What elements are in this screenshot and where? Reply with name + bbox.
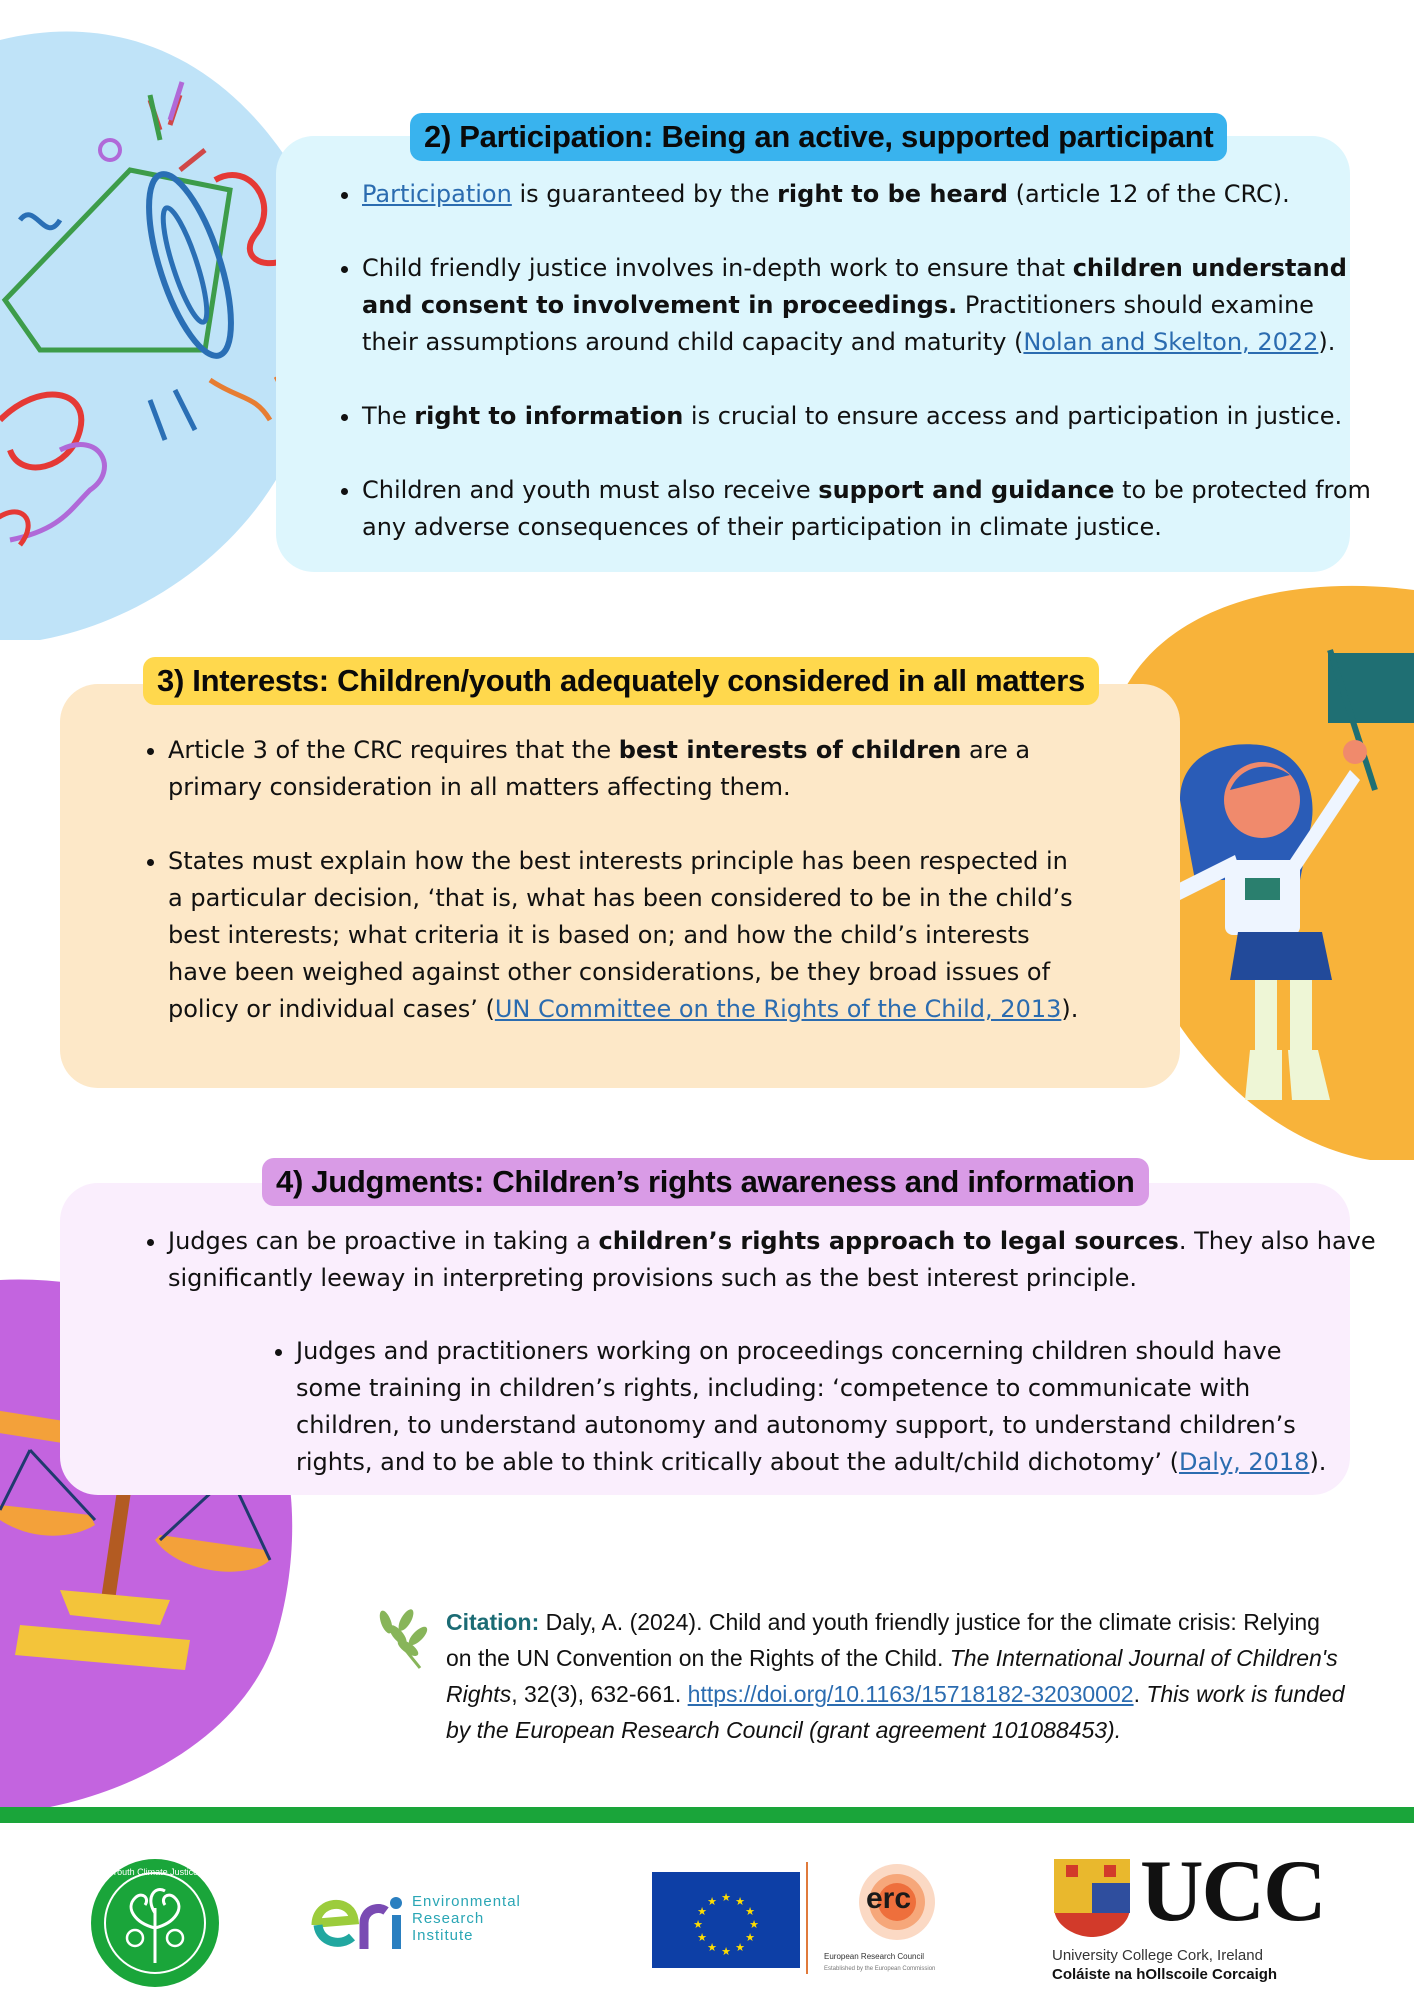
daly-2018-link[interactable]: Daly, 2018 <box>1179 1448 1310 1476</box>
nolan-skelton-link[interactable]: Nolan and Skelton, 2022 <box>1023 328 1319 356</box>
un-committee-link[interactable]: UN Committee on the Rights of the Child, 2013 <box>494 995 1062 1023</box>
svg-text:★: ★ <box>721 1945 731 1958</box>
ucc-crest-icon <box>1052 1857 1132 1939</box>
participation-bullet-2: • Child friendly justice involves in-depth work to ensure that children understand and consent to involvement in proceedings. Practitioners should examine their assumptions around child capacity and maturity (Nolan and Skelton, 2022). <box>362 250 1372 361</box>
interests-bullet-2: • States must explain how the best interests principle has been respected in a particular decision, ‘that is, what has been considered to be in the child’s best interests; what criteria it is based on; and how the child’s interests have been weighed against other considerations, be they broad issues of policy or individual cases’ (UN Committee on the Rights of the Child, 2013). <box>168 843 1084 1028</box>
svg-text:★: ★ <box>745 1931 755 1944</box>
erc-abbr: erc <box>866 1882 912 1915</box>
erc-line-2: Established by the European Commission <box>824 1966 936 1972</box>
participation-link[interactable]: Participation <box>362 180 512 208</box>
ucc-line-2: Coláiste na hOllscoile Corcaigh <box>1052 1966 1278 1983</box>
ucc-logo <box>1050 1843 1350 1985</box>
funding-note: This work is funded by the European Research Council (grant agreement 101088453). <box>446 1681 1345 1743</box>
svg-text:★: ★ <box>697 1905 707 1918</box>
youth-climate-justice-logo <box>80 1853 230 1988</box>
participation-bullet-4: • Children and youth must also receive support and guidance to be protected from any adverse consequences of their participation in climate justice. <box>362 472 1372 546</box>
participation-bullet-1: • Participation is guaranteed by the right to be heard (article 12 of the CRC). <box>362 176 1372 213</box>
citation-block: Citation: Daly, A. (2024). Child and youth friendly justice for the climate crisis: Relying on the UN Convention on the Rights of the Child. The International Journal of Children's Rights, 32(3), 632-661. https://doi.org/10.1163/15718182-32030002. This work is funded by the European Research Council (grant agreement 101088453). <box>446 1609 1345 1743</box>
eri-logo <box>306 1885 566 1955</box>
svg-text:★: ★ <box>735 1941 745 1954</box>
interests-bullet-1: • Article 3 of the CRC requires that the best interests of children are a primary consideration in all matters affecting them. <box>168 732 1084 806</box>
eri-line-1: Environmental <box>412 1893 521 1910</box>
erc-logo <box>822 1860 972 1980</box>
interests-list <box>134 732 1084 1028</box>
doi-link[interactable]: https://doi.org/10.1163/15718182-32030002 <box>687 1681 1134 1707</box>
logo-divider <box>806 1862 808 1974</box>
svg-text:★: ★ <box>697 1931 707 1944</box>
erc-line-1: European Research Council <box>824 1952 925 1961</box>
svg-text:★: ★ <box>745 1905 755 1918</box>
eri-line-3: Institute <box>412 1927 474 1944</box>
participation-heading: 2) Participation: Being an active, supported participant <box>410 113 1227 161</box>
ycj-arc-text: Youth Climate Justice <box>111 1867 199 1877</box>
judgments-bullet-1: • Judges can be proactive in taking a children’s rights approach to legal sources. They also have significantly leeway in interpreting provisions such as the best interest principle. <box>168 1223 1378 1297</box>
judgments-list-2 <box>262 1333 1351 1481</box>
judgments-bullet-2: • Judges and practitioners working on proceedings concerning children should have some training in children’s rights, including: ‘competence to communicate with children, to understand autonomy and autonomy support, to understand children’s rights, and to be able to think critically about the adult/child dichotomy’ (Daly, 2018). <box>296 1333 1351 1481</box>
participation-list <box>328 176 1372 546</box>
svg-text:★: ★ <box>749 1918 759 1931</box>
ucc-abbr: UCC <box>1140 1843 1325 1940</box>
judgments-heading: 4) Judgments: Children’s rights awareness and information <box>262 1158 1149 1206</box>
svg-text:★: ★ <box>707 1941 717 1954</box>
leaf-icon <box>377 1607 430 1668</box>
footer-green-bar <box>0 1807 1414 1823</box>
participation-bullet-3: • The right to information is crucial to ensure access and participation in justice. <box>362 398 1372 435</box>
interests-heading: 3) Interests: Children/youth adequately considered in all matters <box>143 657 1099 705</box>
citation-label: Citation: <box>446 1609 540 1635</box>
eri-line-2: Research <box>412 1910 485 1927</box>
eu-flag-icon <box>652 1872 800 1968</box>
ucc-line-1: University College Cork, Ireland <box>1052 1947 1263 1964</box>
svg-text:★: ★ <box>707 1895 717 1908</box>
svg-text:★: ★ <box>735 1895 745 1908</box>
judgments-list-1 <box>134 1223 1378 1297</box>
eri-mark-icon <box>306 1885 411 1955</box>
svg-text:★: ★ <box>721 1891 731 1904</box>
svg-text:★: ★ <box>693 1918 703 1931</box>
